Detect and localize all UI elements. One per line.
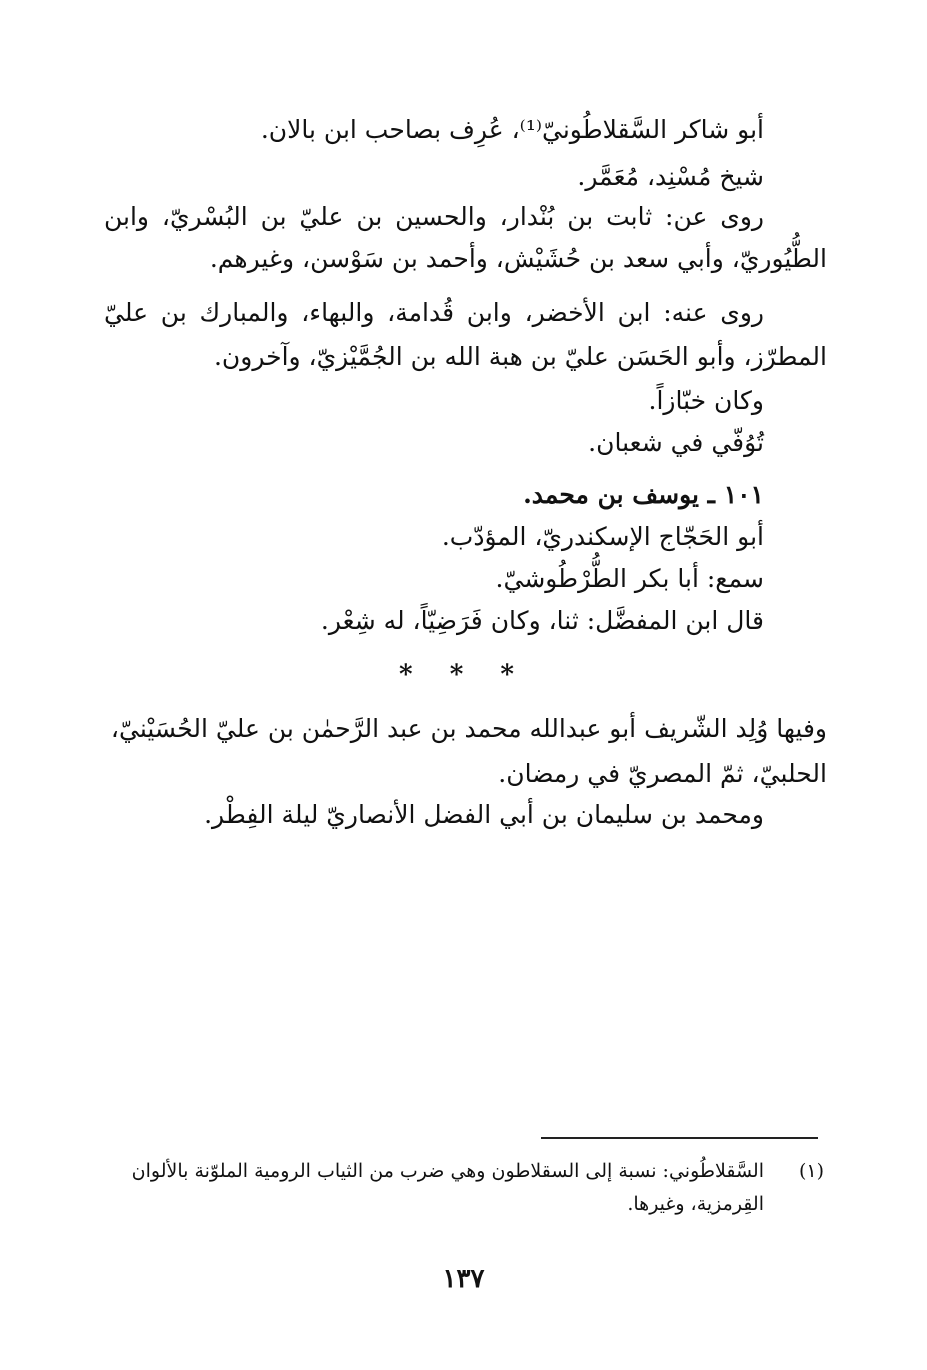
entry-100-narrators-line-2: المطرّز، وأبو الحَسَن عليّ بن هبة الله بن الجُمَّيْزيّ، وآخرون. [213, 342, 827, 371]
entry-101-heard-line: سمع: أبا بكر الطُّرْطُوشيّ. [495, 564, 764, 593]
section-separator: * * * [399, 660, 528, 690]
births-line-3: ومحمد بن سليمان بن أبي الفضل الأنصاريّ ليلة الفِطْر. [204, 800, 764, 829]
entry-100-narrators-line-1: روى عنه: ابن الأخضر، وابن قُدامة، والبهاء، والمبارك بن عليّ [104, 298, 764, 327]
entry-100-occupation-line: وكان خبّازاً. [648, 386, 764, 415]
footnote-line-1: السَّقلاطُوني: نسبة إلى السقلاطون وهي ضرب من الثياب الرومية الملوّنة بالألوان [131, 1160, 764, 1182]
entry-100-status-line: شيخ مُسْنِد، مُعَمَّر. [577, 162, 764, 191]
footnote-divider [541, 1137, 818, 1139]
page-number: ١٣٧ [442, 1264, 485, 1294]
footnote-line-2: القِرمزية، وغيرها. [627, 1193, 764, 1215]
footnote-marker: (١) [798, 1160, 824, 1182]
entry-101-quote-line: قال ابن المفضَّل: ثنا، وكان فَرَضِيّاً، له شِعْر. [320, 606, 764, 635]
entry-100-narrated-from-line-2: الطُّيُوريّ، وأبي سعد بن حُشَيْش، وأحمد بن سَوْسن، وغيرهم. [209, 244, 827, 273]
entry-100-death-line: تُوُفّي في شعبان. [588, 428, 764, 457]
entry-101-heading: ١٠١ ـ يوسف بن محمد. [523, 480, 764, 509]
entry-100-narrated-from-line-1: روى عن: ثابت بن بُنْدار، والحسين بن عليّ بن البُسْريّ، وابن [104, 202, 764, 231]
births-line-2: الحلبيّ، ثمّ المصريّ في رمضان. [498, 759, 827, 788]
births-line-1: وفيها وُلِد الشّريف أبو عبدالله محمد بن عبد الرَّحمٰن بن عليّ الحُسَيْنيّ، [110, 714, 827, 743]
entry-101-name-line: أبو الحَجّاج الإسكندريّ، المؤدّب. [441, 522, 764, 551]
entry-100-name-line: أبو شاكر السَّقلاطُونيّ⁽¹⁾، عُرِف بصاحب ابن بالان. [260, 115, 764, 144]
